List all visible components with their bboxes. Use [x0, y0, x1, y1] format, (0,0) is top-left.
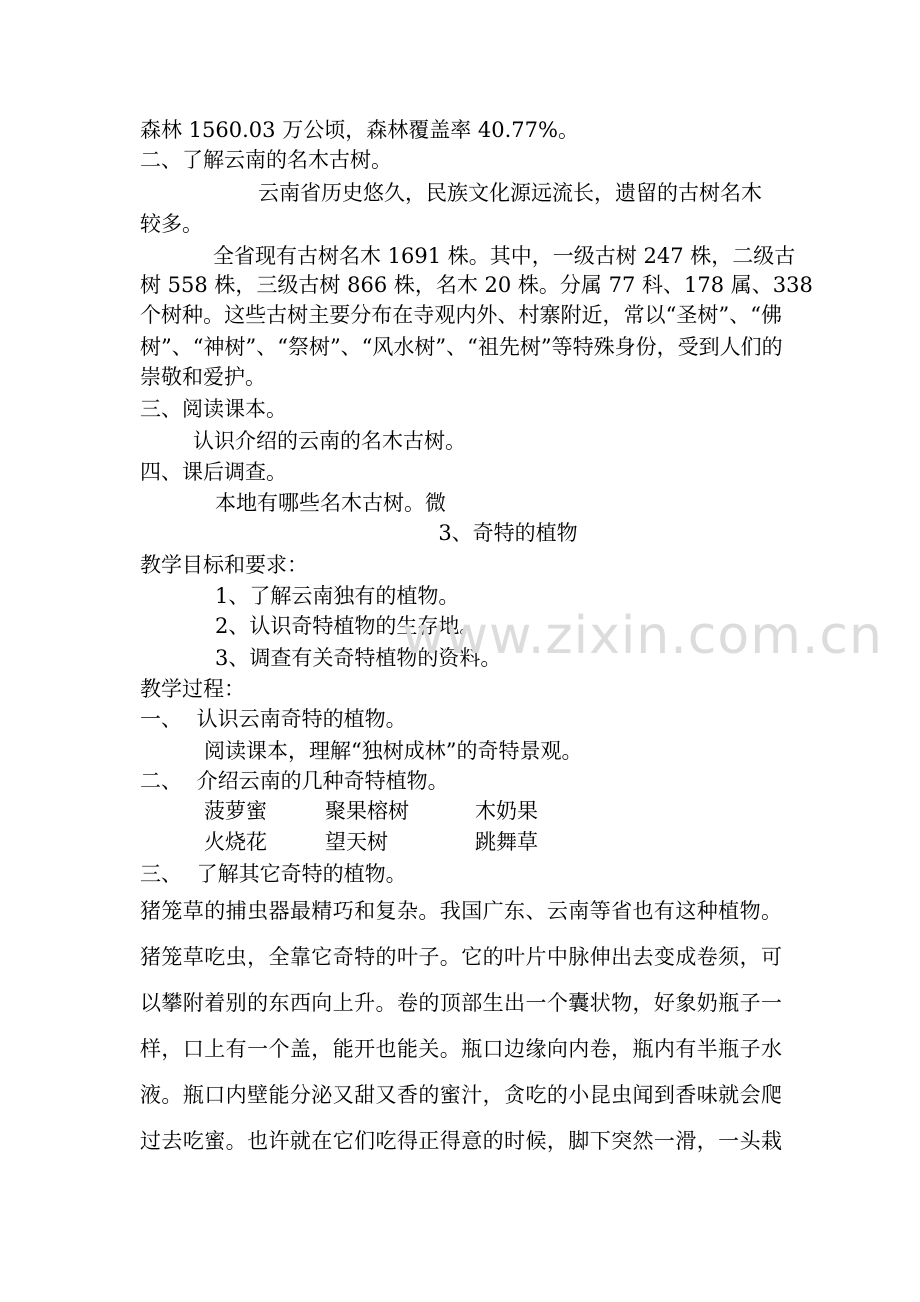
text-line: 以攀附着别的东西向上升。卷的顶部生出一个囊状物，好象奶瓶子一 [140, 991, 782, 1015]
text-line: 猪笼草的捕虫器最精巧和复杂。我国广东、云南等省也有这种植物。 [140, 899, 782, 923]
plant-name: 望天树 [325, 830, 388, 854]
section-heading: 二、了解云南的名木古树。 [140, 148, 392, 172]
text-line: 认识介绍的云南的名木古树。 [193, 429, 466, 453]
text-line: 较多。 [140, 212, 203, 236]
section-heading: 教学目标和要求： [140, 553, 308, 577]
section-heading: 一、 认识云南奇特的植物。 [140, 707, 407, 731]
text-line: 样，口上有一个盖，能开也能关。瓶口边缘向内卷，瓶内有半瓶子水 [140, 1037, 782, 1061]
text-line: 崇敬和爱护。 [140, 365, 266, 389]
section-heading: 三、阅读课本。 [140, 397, 287, 421]
plant-name: 跳舞草 [475, 830, 538, 854]
text-line: 猪笼草吃虫，全靠它奇特的叶子。它的叶片中脉伸出去变成卷须，可 [140, 945, 782, 969]
text-line: 全省现有古树名木 1691 株。其中，一级古树 247 株，二级古 [213, 244, 796, 268]
text-line: 本地有哪些名木古树。微 [215, 491, 446, 515]
text-line: 阅读课本，理解“独树成林”的奇特景观。 [204, 739, 583, 763]
section-heading: 二、 介绍云南的几种奇特植物。 [140, 769, 449, 793]
plant-name: 菠萝蜜 [204, 799, 267, 823]
plant-name: 聚果榕树 [325, 799, 409, 823]
text-line: 过去吃蜜。也许就在它们吃得正得意的时候，脚下突然一滑，一头栽 [140, 1129, 782, 1153]
section-heading: 教学过程： [140, 677, 245, 701]
text-line: 森林 1560.03 万公顷，森林覆盖率 40.77%。 [140, 118, 579, 142]
text-line: 云南省历史悠久，民族文化源远流长，遗留的古树名木 [258, 181, 762, 205]
watermark: www.zixin.com.cn [402, 606, 883, 666]
text-line: 树”、“神树”、“祭树”、“风水树”、“祖先树”等特殊身份，受到人们的 [140, 335, 783, 359]
plant-name: 火烧花 [204, 830, 267, 854]
text-line: 液。瓶口内壁能分泌又甜又香的蜜汁，贪吃的小昆虫闻到香味就会爬 [140, 1083, 782, 1107]
list-item: 1、了解云南独有的植物。 [215, 584, 460, 608]
lesson-title: 3、奇特的植物 [438, 521, 578, 545]
section-heading: 三、 了解其它奇特的植物。 [140, 862, 407, 886]
section-heading: 四、课后调查。 [140, 460, 287, 484]
text-line: 树 558 株，三级古树 866 株，名木 20 株。分属 77 科、178 属、338 [140, 273, 813, 297]
plant-name: 木奶果 [475, 799, 538, 823]
list-item: 3、调查有关奇特植物的资料。 [215, 646, 502, 670]
text-line: 个树种。这些古树主要分布在寺观内外、村寨附近，常以“圣树”、“佛 [140, 303, 782, 327]
list-item: 2、认识奇特植物的生存地。 [215, 614, 481, 638]
